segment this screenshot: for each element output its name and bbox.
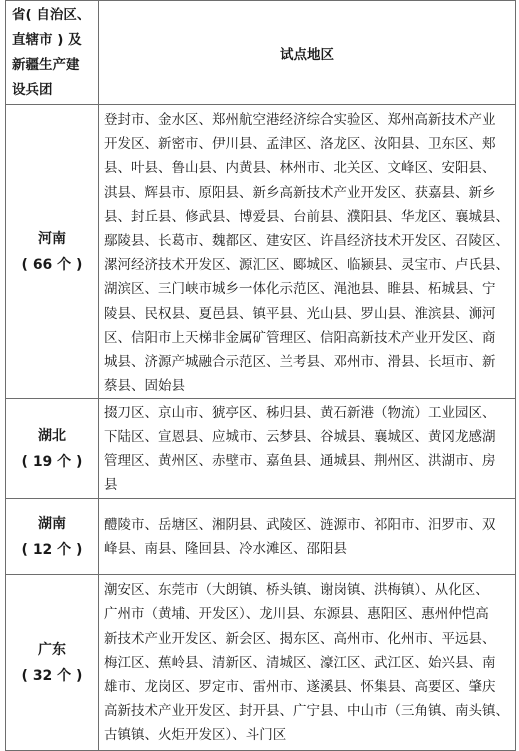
areas-line: 古镇镇、火炬开发区）、斗门区 (104, 727, 287, 744)
table-row (6, 575, 516, 751)
areas-cell (99, 499, 516, 575)
header-province-line: 省( 自治区、 (12, 6, 91, 23)
province-cell (6, 575, 99, 751)
areas-line: 潮安区、东莞市（大朗镇、桥头镇、谢岗镇、洪梅镇）、从化区、 (104, 582, 489, 599)
areas-line: 峰县、南县、隆回县、冷水滩区、邵阳县 (104, 540, 347, 557)
province-name: 湖北 (38, 427, 66, 444)
province-cell (6, 105, 99, 399)
header-province-line: 新疆生产建 (12, 56, 80, 73)
areas-line: 广州市（黄埔、开发区）、龙川县、东源县、惠阳区、惠州仲恺高 (104, 606, 489, 623)
table-row (6, 399, 516, 499)
areas-line: 新技术产业开发区、新会区、揭东区、高州市、化州市、平远县、 (104, 630, 496, 647)
province-name: 广东 (38, 641, 66, 658)
areas-line: 鄢陵县、长葛市、魏都区、建安区、许昌经济技术开发区、召陵区、 (104, 233, 509, 250)
header-province-line: 直辖市 ) 及 (12, 31, 82, 48)
areas-line: 漯河经济技术开发区、源汇区、郾城区、临颍县、灵宝市、卢氏县、 (104, 257, 509, 274)
province-count: ( 19 个 ) (21, 453, 83, 470)
areas-line: 淇县、辉县市、原阳县、新乡高新技术产业开发区、获嘉县、新乡 (104, 184, 496, 201)
areas-line: 高新技术产业开发区、封开县、广宁县、中山市（三角镇、南头镇、 (104, 703, 509, 720)
areas-cell (99, 105, 516, 399)
province-count: ( 66 个 ) (21, 256, 83, 273)
table-row (6, 499, 516, 575)
pilot-areas-table (5, 0, 516, 751)
areas-cell (99, 399, 516, 499)
areas-line: 梅江区、蕉岭县、清新区、清城区、濠江区、武江区、始兴县、南 (104, 654, 496, 671)
areas-line: 醴陵市、岳塘区、湘阴县、武陵区、涟源市、祁阳市、汨罗市、双 (104, 516, 496, 533)
province-count: ( 32 个 ) (21, 667, 83, 684)
province-name: 河南 (38, 230, 66, 247)
province-cell (6, 499, 99, 575)
areas-line: 湖滨区、三门峡市城乡一体化示范区、渑池县、睢县、柘城县、宁 (104, 281, 496, 298)
header-areas-cell: 试点地区 (99, 1, 516, 105)
areas-line: 登封市、金水区、郑州航空港经济综合实验区、郑州高新技术产业 (104, 112, 496, 128)
areas-line: 陵县、民权县、夏邑县、镇平县、光山县、罗山县、淮滨县、浉河 (104, 305, 496, 322)
table-row (6, 105, 516, 399)
header-province-line: 设兵团 (12, 81, 53, 98)
areas-line: 县、叶县、鲁山县、内黄县、林州市、北关区、文峰区、安阳县、 (104, 160, 496, 177)
areas-line: 雄市、龙岗区、罗定市、雷州市、遂溪县、怀集县、高要区、肇庆 (104, 679, 496, 696)
province-count: ( 12 个 ) (21, 541, 83, 558)
areas-line: 县、封丘县、修武县、博爱县、台前县、濮阳县、华龙区、襄城县、 (104, 208, 509, 225)
areas-line: 开发区、新密市、伊川县、孟津区、洛龙区、汝阳县、卫东区、郏 (104, 136, 496, 153)
areas-cell (99, 575, 516, 751)
areas-line: 城县、济源产城融合示范区、兰考县、邓州市、滑县、长垣市、新 (104, 354, 496, 371)
areas-line: 掇刀区、京山市、猇亭区、秭归县、黄石新港（物流）工业园区、 (104, 404, 496, 421)
areas-line: 县 (104, 477, 118, 494)
areas-line: 区、信阳市上天梯非金属矿管理区、信阳高新技术产业开发区、商 (104, 329, 496, 346)
areas-line: 下陆区、宣恩县、应城市、云梦县、谷城县、襄城区、黄冈龙感湖 (104, 428, 496, 445)
table-header-row (6, 1, 516, 105)
areas-line: 管理区、黄州区、赤壁市、嘉鱼县、通城县、荆州区、洪湖市、房 (104, 452, 496, 469)
province-cell (6, 399, 99, 499)
province-name: 湖南 (38, 515, 66, 532)
header-province-cell (6, 1, 99, 105)
areas-line: 蔡县、固始县 (104, 378, 185, 395)
